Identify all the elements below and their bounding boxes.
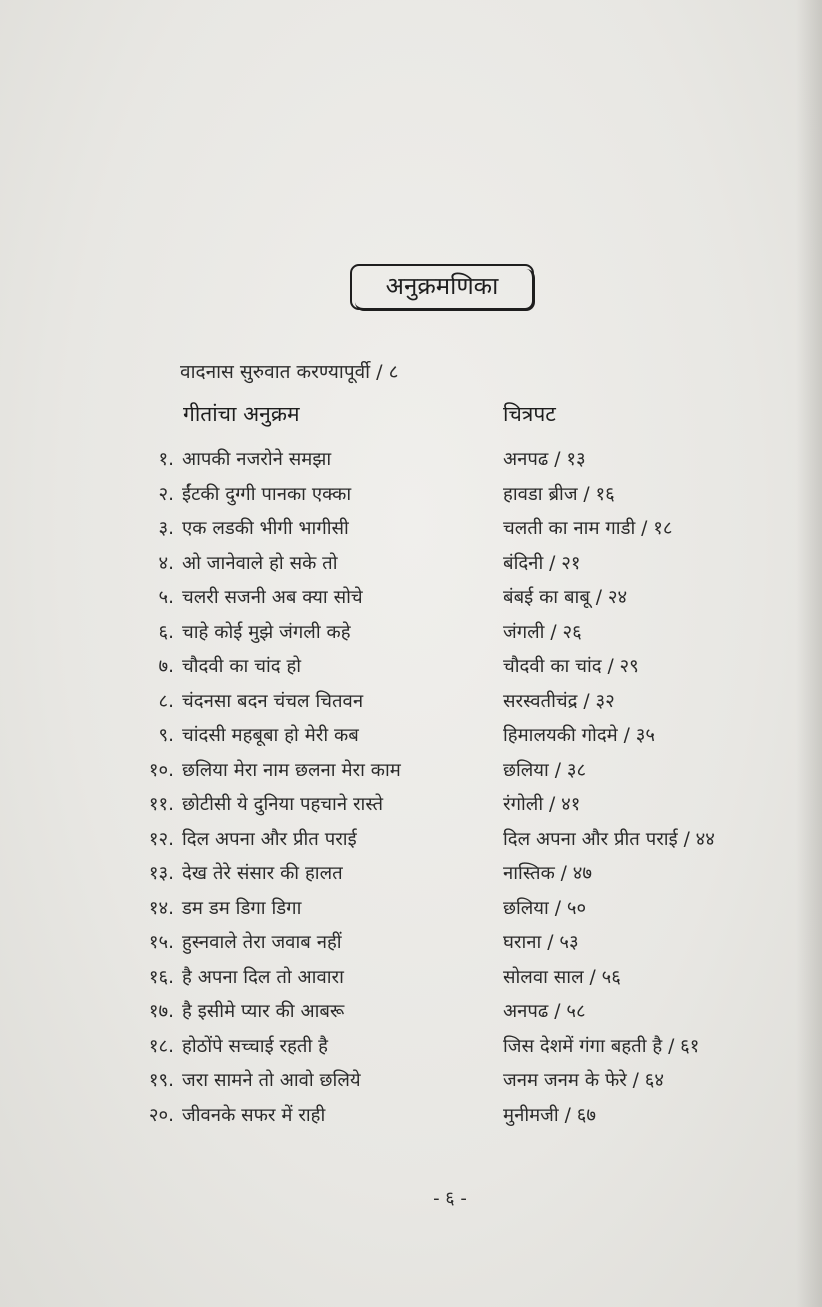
song-title: जीवनके सफर में राही	[182, 1104, 326, 1126]
song-title: चंदनसा बदन चंचल चितवन	[182, 690, 364, 712]
song-title: ईंटकी दुग्गी पानका एक्का	[182, 483, 352, 505]
entry-number: १३.	[148, 863, 174, 884]
list-item	[0, 929, 822, 964]
list-item	[0, 688, 822, 723]
song-title: आपकी नजरोने समझा	[182, 449, 332, 470]
list-item	[0, 791, 822, 826]
entry-number: ६.	[158, 621, 174, 643]
entry-number: १.	[158, 449, 174, 470]
contents-list	[0, 446, 822, 1136]
list-item	[0, 446, 822, 481]
entry-number: ४.	[158, 552, 174, 574]
list-item	[0, 757, 822, 792]
list-item	[0, 481, 822, 516]
song-title: जरा सामने तो आवो छलिये	[182, 1070, 361, 1091]
list-item	[0, 998, 822, 1033]
entry-number: २०.	[148, 1104, 174, 1126]
list-item	[0, 860, 822, 895]
film-name-page: बंदिनी / २१	[503, 552, 581, 574]
film-name-page: छलिया / ३८	[503, 759, 587, 781]
list-item	[0, 895, 822, 930]
title-frame	[350, 264, 536, 312]
film-name-page: छलिया / ५०	[503, 897, 587, 919]
film-name-page: हावडा ब्रीज / १६	[503, 483, 615, 505]
list-item	[0, 653, 822, 688]
entry-number: १६.	[148, 966, 174, 988]
song-title: एक लडकी भीगी भागीसी	[182, 518, 349, 539]
entry-number: ५.	[158, 587, 174, 608]
film-name-page: नास्तिक / ४७	[503, 863, 593, 884]
song-title: चाहे कोई मुझे जंगली कहे	[182, 621, 351, 643]
song-title: चलरी सजनी अब क्या सोचे	[182, 587, 363, 608]
film-name-page: जनम जनम के फेरे / ६४	[503, 1070, 665, 1091]
list-item	[0, 1033, 822, 1068]
film-name-page: रंगोली / ४१	[503, 794, 581, 815]
entry-number: ३.	[158, 518, 174, 539]
page-number: - ६ -	[433, 1188, 467, 1209]
song-title: चांदसी महबूबा हो मेरी कब	[182, 725, 359, 746]
film-column-header: चित्रपट	[503, 402, 556, 426]
entry-number: १८.	[148, 1035, 174, 1057]
list-item	[0, 1067, 822, 1102]
list-item	[0, 722, 822, 757]
list-item	[0, 1102, 822, 1137]
list-item	[0, 964, 822, 999]
entry-number: १२.	[148, 828, 174, 850]
list-item	[0, 550, 822, 585]
list-item	[0, 515, 822, 550]
film-name-page: अनपढ / १३	[503, 449, 586, 470]
entry-number: १४.	[148, 897, 174, 919]
film-name-page: सोलवा साल / ५६	[503, 966, 621, 988]
song-title: होठोंपे सच्चाई रहती है	[182, 1035, 328, 1057]
entry-number: ७.	[158, 656, 174, 677]
entry-number: ८.	[158, 690, 174, 712]
song-title: है अपना दिल तो आवारा	[182, 966, 344, 988]
song-title: छलिया मेरा नाम छलना मेरा काम	[182, 759, 401, 781]
list-item	[0, 584, 822, 619]
song-title: ओ जानेवाले हो सके तो	[182, 552, 338, 574]
intro-entry: वादनास सुरुवात करण्यापूर्वी / ८	[180, 361, 399, 383]
entry-number: ११.	[148, 794, 174, 815]
entry-number: १७.	[148, 1001, 174, 1022]
film-name-page: जंगली / २६	[503, 621, 582, 643]
entry-number: १०.	[148, 759, 174, 781]
song-title: डम डम डिगा डिगा	[182, 897, 302, 919]
entry-number: १९.	[148, 1070, 174, 1091]
song-title: है इसीमे प्यार की आबरू	[182, 1001, 345, 1022]
film-name-page: जिस देशमें गंगा बहती है / ६१	[503, 1035, 700, 1057]
page-title: अनुक्रमणिका	[385, 272, 499, 300]
film-name-page: दिल अपना और प्रीत पराई / ४४	[503, 828, 715, 850]
songs-column-header: गीतांचा अनुक्रम	[183, 402, 300, 426]
film-name-page: सरस्वतीचंद्र / ३२	[503, 690, 615, 712]
entry-number: १५.	[148, 932, 174, 953]
entry-number: ९.	[158, 725, 174, 746]
entry-number: २.	[158, 483, 174, 505]
film-name-page: चौदवी का चांद / २९	[503, 656, 639, 677]
song-title: देख तेरे संसार की हालत	[182, 863, 343, 884]
film-name-page: मुनीमजी / ६७	[503, 1104, 596, 1126]
film-name-page: बंबई का बाबू / २४	[503, 587, 628, 608]
film-name-page: चलती का नाम गाडी / १८	[503, 518, 673, 539]
song-title: हुस्नवाले तेरा जवाब नहीं	[182, 932, 342, 953]
song-title: छोटीसी ये दुनिया पहचाने रास्ते	[182, 794, 384, 815]
song-title: चौदवी का चांद हो	[182, 656, 302, 677]
film-name-page: अनपढ / ५८	[503, 1001, 586, 1022]
film-name-page: हिमालयकी गोदमे / ३५	[503, 725, 655, 746]
song-title: दिल अपना और प्रीत पराई	[182, 828, 357, 850]
list-item	[0, 619, 822, 654]
film-name-page: घराना / ५३	[503, 932, 579, 953]
list-item	[0, 826, 822, 861]
